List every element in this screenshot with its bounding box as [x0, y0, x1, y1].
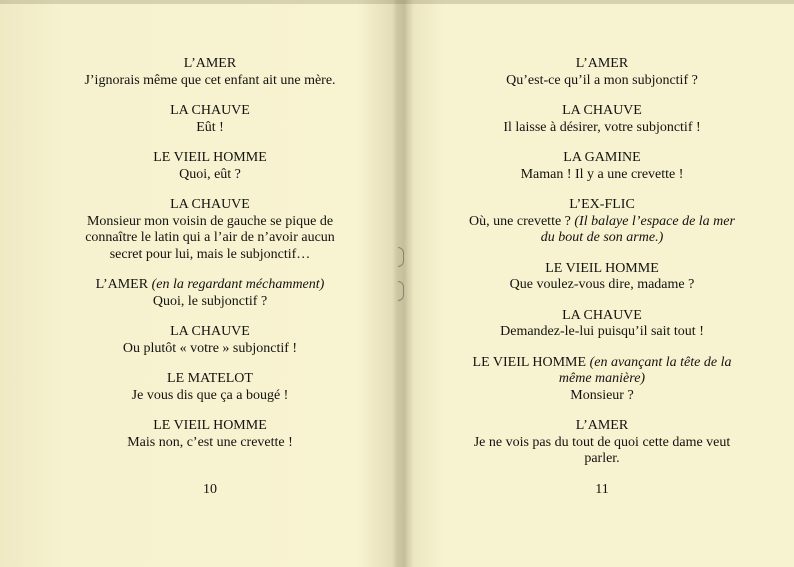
- stage-direction: (en la regardant méchamment): [151, 277, 325, 292]
- staple-bottom: [398, 281, 404, 301]
- dialogue-text: Où, une crevette ?: [469, 213, 575, 229]
- dialogue-line: Demandez-le-lui puisqu’il sait tout !: [500, 324, 704, 339]
- speaker-name: LE MATELOT: [167, 371, 253, 386]
- stage-direction: du bout de son arme.): [540, 230, 664, 245]
- speaker-name: LA CHAUVE: [562, 103, 642, 118]
- dialogue-line: connaître le latin qui a l’air de n’avoir aucun: [85, 230, 335, 245]
- stage-direction: (en avançant la tête de la: [589, 354, 732, 370]
- speaker-name: LA CHAUVE: [562, 307, 642, 323]
- speaker-name: LE VIEIL HOMME: [545, 260, 659, 276]
- dialogue-block: [64, 371, 356, 404]
- speaker-name: LA CHAUVE: [170, 324, 250, 339]
- speaker-name: LE VIEIL HOMME: [472, 354, 587, 370]
- right-page-text: [452, 56, 752, 482]
- dialogue-line: J’ignorais même que cet enfant ait une mère.: [84, 72, 336, 88]
- dialogue-block: [452, 150, 752, 183]
- dialogue-block: [64, 418, 356, 451]
- dialogue-block: [64, 150, 356, 183]
- speaker-name: L’AMER: [95, 277, 149, 292]
- speaker-name: LA CHAUVE: [170, 197, 250, 212]
- speaker-name: LE VIEIL HOMME: [153, 418, 267, 433]
- dialogue-line: Monsieur ?: [570, 387, 634, 403]
- dialogue-line: Maman ! Il y a une crevette !: [520, 166, 684, 182]
- dialogue-block: [452, 418, 752, 468]
- dialogue-line: [452, 214, 752, 231]
- dialogue-block: [452, 103, 752, 136]
- speaker-name: L’EX-FLIC: [569, 197, 635, 212]
- dialogue-line: Je ne vois pas du tout de quoi cette dame veut: [473, 434, 731, 450]
- dialogue-line: Que voulez-vous dire, madame ?: [509, 277, 695, 292]
- speaker-with-direction: [64, 277, 356, 294]
- dialogue-line: secret pour lui, mais le subjonctif…: [109, 246, 311, 262]
- speaker-name: LE VIEIL HOMME: [153, 150, 267, 165]
- dialogue-block: [64, 277, 356, 310]
- dialogue-block: [64, 56, 356, 89]
- speaker-name: L’AMER: [575, 56, 629, 71]
- speaker-name: LA GAMINE: [563, 150, 641, 165]
- dialogue-line: Ou plutôt « votre » subjonctif !: [122, 340, 298, 356]
- dialogue-block: [452, 355, 752, 405]
- dialogue-block: [452, 56, 752, 89]
- stage-direction: (Il balaye l’espace de la mer: [574, 213, 735, 229]
- dialogue-line: Il laisse à désirer, votre subjonctif !: [503, 119, 701, 135]
- staple-top: [398, 247, 404, 267]
- dialogue-line: Je vous dis que ça a bougé !: [131, 387, 289, 403]
- dialogue-line: Qu’est-ce qu’il a mon subjonctif ?: [506, 72, 698, 88]
- dialogue-line: Eût !: [196, 119, 224, 135]
- dialogue-block: [452, 308, 752, 341]
- speaker-with-direction: [452, 355, 752, 372]
- left-page-text: [64, 56, 356, 465]
- speaker-name: LA CHAUVE: [170, 103, 250, 118]
- dialogue-line: Quoi, eût ?: [179, 166, 241, 182]
- speaker-name: L’AMER: [183, 56, 237, 71]
- page-number-left: 10: [203, 482, 217, 497]
- dialogue-line: Quoi, le subjonctif ?: [152, 293, 268, 309]
- stage-direction: même manière): [558, 371, 646, 386]
- page-number-right: 11: [595, 482, 609, 497]
- speaker-name: L’AMER: [575, 418, 629, 433]
- dialogue-block: [64, 103, 356, 136]
- dialogue-block: [452, 197, 752, 247]
- dialogue-block: [64, 197, 356, 263]
- dialogue-block: [64, 324, 356, 357]
- dialogue-line: Mais non, c’est une crevette !: [127, 434, 293, 450]
- dialogue-block: [452, 261, 752, 294]
- dialogue-line: Monsieur mon voisin de gauche se pique de: [86, 213, 334, 229]
- dialogue-line: parler.: [584, 451, 620, 466]
